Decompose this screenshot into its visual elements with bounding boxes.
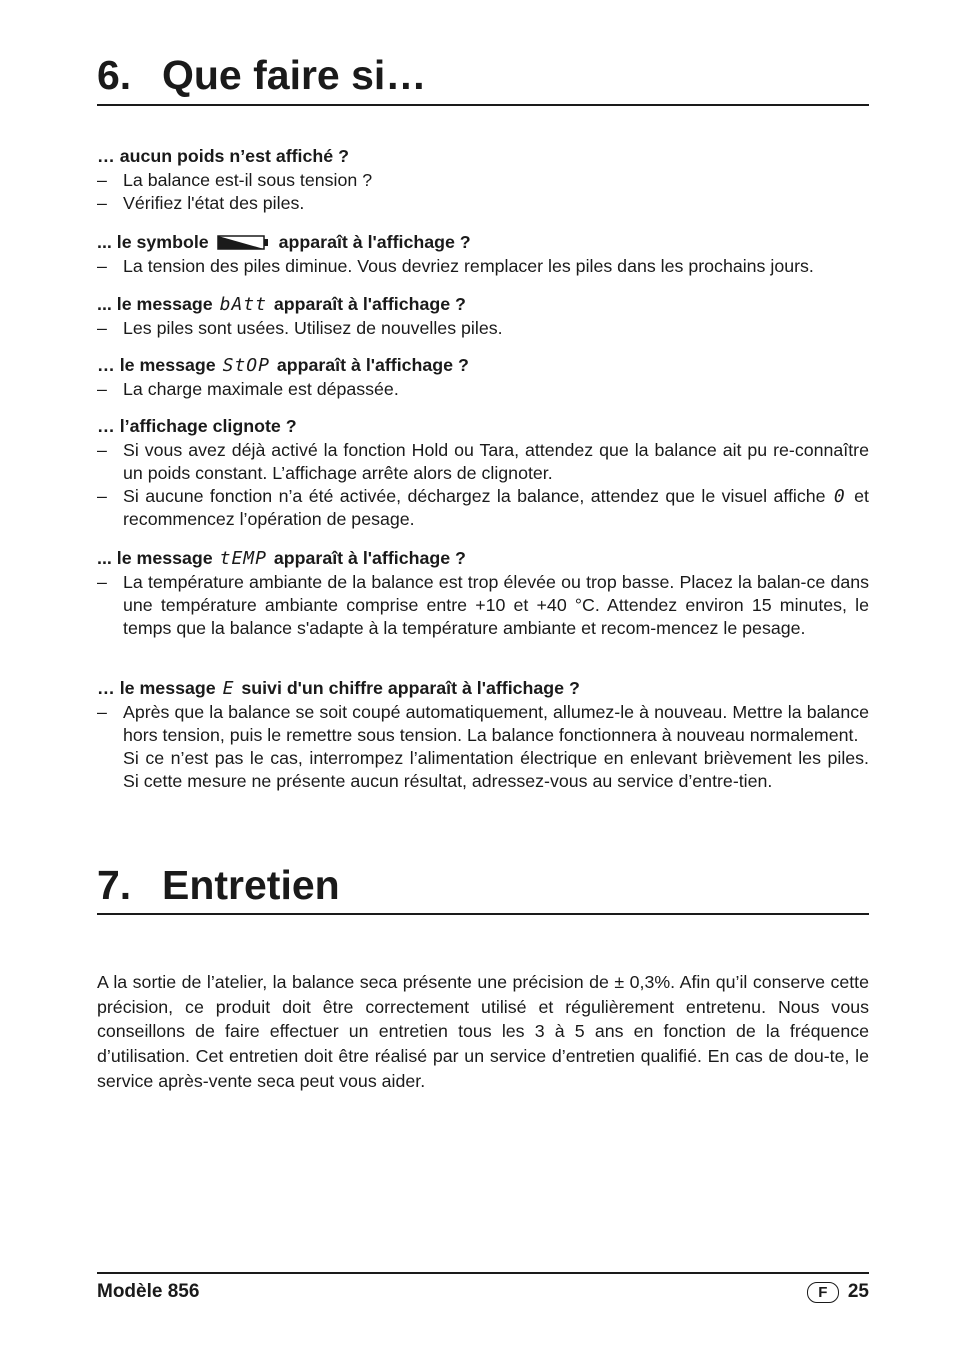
model-label: Modèle 856 bbox=[97, 1281, 200, 1302]
faq-answer-continued: Si ce n’est pas le cas, interrompez l’alimentation électrique en enlevant brièvement les piles. Si cette mesure ne présente aucun résultat, adressez-vous au service d’entre-tien. bbox=[123, 748, 869, 791]
faq-item-no-weight bbox=[97, 143, 869, 215]
faq-answer: – La température ambiante de la balance est trop élevée ou trop basse. Placez la balan-ce dans une température ambiante comprise entre +10 et +40 °C. Attendez environ 15 minutes, le temps que la balance s'adapte à la température ambiante et recom-mencez le pesage. bbox=[97, 572, 869, 638]
faq-item-batt-message bbox=[97, 291, 869, 340]
section-7-heading bbox=[97, 862, 869, 915]
section-6-heading bbox=[97, 52, 869, 106]
faq-item-error-message bbox=[97, 675, 869, 793]
display-code: 0 bbox=[833, 486, 846, 507]
faq-item-display-blinks bbox=[97, 413, 869, 531]
display-code: E bbox=[222, 677, 235, 699]
battery-low-icon bbox=[217, 235, 269, 250]
faq-item-temp-message bbox=[97, 545, 869, 640]
faq-question: ... le message bAtt apparaît à l'affichage ? bbox=[97, 293, 466, 315]
section-6-number: 6. bbox=[97, 52, 132, 98]
faq-item-battery-symbol bbox=[97, 229, 869, 278]
display-code: bAtt bbox=[219, 293, 267, 315]
faq-item-stop-message bbox=[97, 352, 869, 401]
page-info bbox=[807, 1281, 869, 1303]
maintenance-paragraph: A la sortie de l’atelier, la balance seca présente une précision de ± 0,3%. Afin qu’il conserve cette précision, ce produit doit être correctement utilisé et régulièrement entretenu. Nous vous conseillons de faire effectuer un entretien tous les 3 à 5 ans en fonction de la fréquence d’utilisation. Cet entretien doit être réalisé par un service d’entretien qualifié. En cas de dou-te, le service après-vente seca peut vous aider. bbox=[97, 971, 869, 1091]
faq-answer: – Si aucune fonction n’a été activée, déchargez la balance, attendez que le visuel affiche 0 et recommencez l’opération de pesage. bbox=[97, 486, 869, 529]
faq-answer: – Les piles sont usées. Utilisez de nouvelles piles. bbox=[97, 318, 503, 338]
faq-answer: – La charge maximale est dépassée. bbox=[97, 379, 399, 399]
faq-answer: – La tension des piles diminue. Vous devriez remplacer les piles dans les prochains jours. bbox=[97, 256, 814, 276]
section-7-number: 7. bbox=[97, 862, 132, 908]
faq-question: … l’affichage clignote ? bbox=[97, 415, 297, 436]
faq-question: … le message E suivi d'un chiffre apparaît à l'affichage ? bbox=[97, 677, 580, 699]
faq-question: … aucun poids n’est affiché ? bbox=[97, 145, 349, 166]
page-footer bbox=[97, 1272, 869, 1302]
faq-answer: – Si vous avez déjà activé la fonction Hold ou Tara, attendez que la balance ait pu re-connaître un poids constant. L’affichage arrête alors de clignoter. bbox=[97, 440, 869, 483]
page-number: 25 bbox=[847, 1281, 869, 1302]
faq-question: ... le message tEMP apparaît à l'affichage ? bbox=[97, 547, 466, 569]
faq-answer: – Vérifiez l'état des piles. bbox=[97, 193, 305, 213]
display-code: tEMP bbox=[219, 547, 267, 569]
faq-question: … le message StOP apparaît à l'affichage ? bbox=[97, 354, 469, 376]
section-7-title: Entretien bbox=[162, 862, 340, 908]
faq-question: ... le symbole apparaît à l'affichage ? bbox=[97, 231, 471, 252]
section-6-title: Que faire si… bbox=[162, 52, 427, 98]
faq-answer: – La balance est-il sous tension ? bbox=[97, 170, 373, 190]
faq-answer: – Après que la balance se soit coupé automatiquement, allumez-le à nouveau. Mettre la balance hors tension, puis le remettre sous tension. La balance fonctionnera à nouveau normalement. bbox=[97, 702, 869, 745]
display-code: StOP bbox=[222, 354, 270, 376]
language-badge: F bbox=[807, 1282, 839, 1303]
